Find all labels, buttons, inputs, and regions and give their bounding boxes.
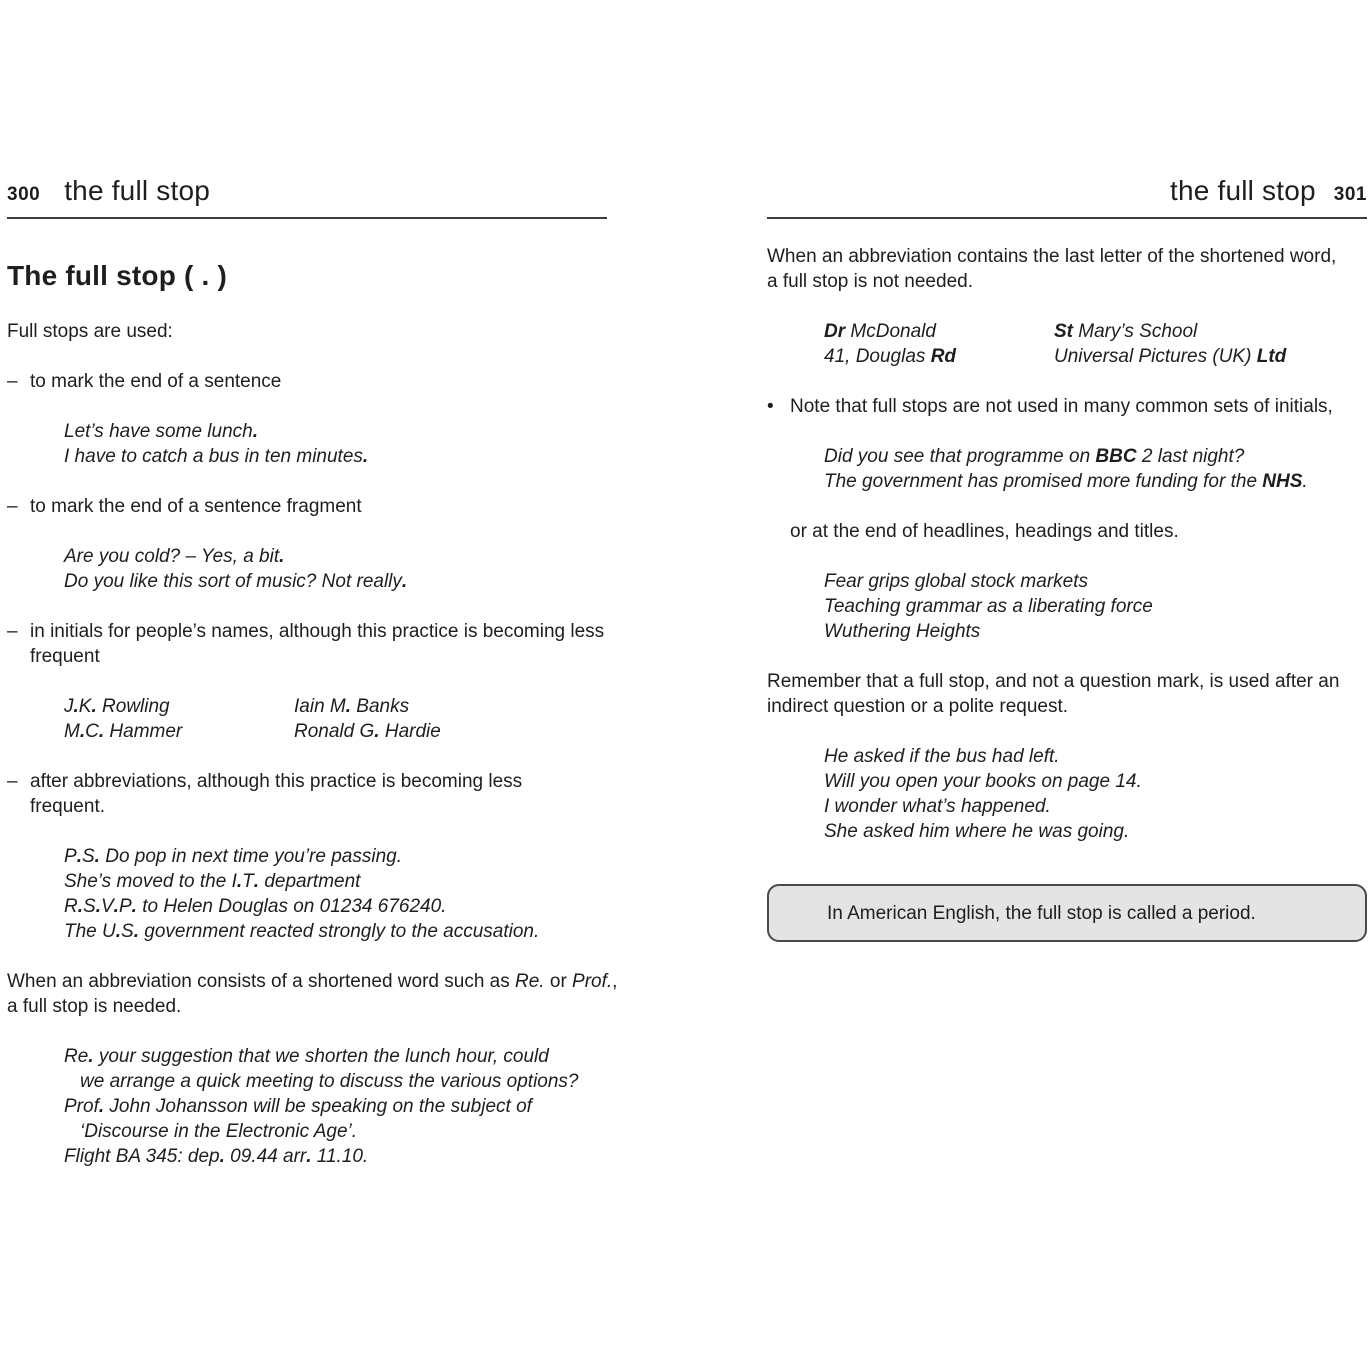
text-segment: to mark the end of a sentence fragment bbox=[30, 496, 362, 517]
text-line bbox=[790, 519, 1367, 544]
text-line bbox=[767, 694, 1367, 719]
text-segment: . bbox=[91, 696, 97, 717]
text-segment: . bbox=[79, 721, 86, 742]
text-segment: indirect question or a polite request. bbox=[767, 696, 1069, 717]
text-segment: . bbox=[115, 921, 122, 942]
example-block bbox=[7, 419, 607, 469]
text-segment: . bbox=[98, 1096, 105, 1117]
text-segment: St bbox=[1054, 321, 1073, 342]
text-segment: after abbreviations, although this practice is becoming less bbox=[30, 771, 523, 792]
text-segment: Re. bbox=[515, 971, 545, 992]
text-segment: She’s moved to the I bbox=[64, 871, 237, 892]
text-segment: Did you see that programme on bbox=[824, 446, 1096, 467]
text-segment: Do you like this sort of music? Not really bbox=[64, 571, 402, 592]
example-row bbox=[64, 719, 607, 744]
text-segment: NHS bbox=[1262, 471, 1303, 492]
left-content-blocks bbox=[7, 369, 618, 1169]
dash-marker: – bbox=[7, 496, 18, 517]
example-line bbox=[64, 1044, 607, 1069]
text-segment: ‘Discourse in the Electronic Age’. bbox=[80, 1121, 358, 1142]
text-segment: I have to catch a bus in ten minutes bbox=[64, 446, 363, 467]
text-segment: 09.44 arr bbox=[224, 1146, 307, 1167]
text-segment: . bbox=[252, 421, 258, 442]
text-segment: , bbox=[612, 971, 618, 992]
right-running-head bbox=[767, 175, 1367, 219]
list-item-text bbox=[30, 494, 607, 519]
text-segment: . bbox=[1302, 471, 1308, 492]
left-page-number: 300 bbox=[7, 184, 41, 205]
example-line bbox=[64, 1119, 607, 1144]
text-segment: J bbox=[64, 696, 74, 717]
text-segment: . bbox=[76, 846, 82, 867]
text-segment: Ltd bbox=[1256, 346, 1287, 367]
example-block bbox=[767, 444, 1367, 494]
text-segment: or at the end of headlines, headings and titles. bbox=[790, 521, 1179, 542]
text-segment: Re bbox=[64, 1046, 89, 1067]
bullet-marker: • bbox=[767, 396, 774, 417]
example-col-left bbox=[64, 694, 294, 719]
text-segment: Rowling bbox=[96, 696, 170, 717]
example-line bbox=[824, 469, 1367, 494]
text-segment: Will you open your books on page 14. bbox=[824, 771, 1142, 792]
example-line bbox=[64, 1144, 607, 1169]
text-segment: T bbox=[242, 871, 254, 892]
text-segment: P bbox=[64, 846, 77, 867]
right-page-number: 301 bbox=[1333, 184, 1367, 205]
example-line bbox=[824, 794, 1367, 819]
right-running-head-title: the full stop bbox=[1169, 175, 1316, 206]
right-page bbox=[767, 175, 1367, 942]
example-line bbox=[824, 569, 1367, 594]
text-segment: 41, Douglas bbox=[824, 346, 931, 367]
text-segment: Ronald G bbox=[294, 721, 375, 742]
text-segment: Universal Pictures (UK) bbox=[1054, 346, 1257, 367]
text-segment: The government has promised more funding for the bbox=[824, 471, 1263, 492]
text-segment: frequent bbox=[30, 646, 100, 667]
text-segment: 2 last night? bbox=[1136, 446, 1245, 467]
example-block bbox=[7, 1044, 607, 1169]
text-line bbox=[30, 644, 607, 669]
text-segment: . bbox=[94, 846, 100, 867]
left-page bbox=[7, 175, 618, 1169]
text-line bbox=[30, 494, 607, 519]
text-segment: V bbox=[100, 896, 114, 917]
text-segment: Flight BA 345: dep bbox=[64, 1146, 220, 1167]
text-segment: S bbox=[83, 896, 96, 917]
example-row bbox=[64, 694, 607, 719]
text-segment: M bbox=[64, 721, 80, 742]
example-row bbox=[824, 344, 1367, 369]
example-line bbox=[64, 569, 607, 594]
example-line bbox=[64, 419, 607, 444]
text-segment: Dr bbox=[824, 321, 846, 342]
text-segment: I wonder what’s happened. bbox=[824, 796, 1051, 817]
text-segment: Are you cold? – Yes, a bit bbox=[64, 546, 280, 567]
text-segment: your suggestion that we shorten the lunch hour, could bbox=[93, 1046, 549, 1067]
text-line bbox=[30, 794, 607, 819]
text-segment: government reacted strongly to the accusation. bbox=[139, 921, 540, 942]
text-segment: . bbox=[77, 896, 84, 917]
text-segment: . bbox=[362, 446, 369, 467]
text-line bbox=[7, 969, 618, 994]
text-segment: Hardie bbox=[379, 721, 441, 742]
example-line bbox=[824, 769, 1367, 794]
example-line bbox=[64, 894, 607, 919]
example-col-right bbox=[294, 721, 441, 742]
example-columns bbox=[767, 319, 1367, 369]
example-line bbox=[64, 544, 607, 569]
example-line bbox=[824, 594, 1367, 619]
text-segment: Teaching grammar as a liberating force bbox=[824, 596, 1153, 617]
section-heading: The full stop ( . ) bbox=[7, 260, 227, 291]
note-box-text: In American English, the full stop is called a period. bbox=[827, 902, 1256, 924]
text-line bbox=[7, 994, 607, 1019]
example-line bbox=[64, 869, 607, 894]
text-segment: . bbox=[236, 871, 243, 892]
text-segment: Banks bbox=[351, 696, 410, 717]
text-line bbox=[767, 669, 1367, 694]
example-line bbox=[64, 444, 607, 469]
bullet-list-item bbox=[767, 394, 1367, 419]
text-segment: When an abbreviation contains the last letter of the shortened word, bbox=[767, 246, 1337, 267]
text-segment: John Johansson will be speaking on the subject of bbox=[104, 1096, 532, 1117]
text-segment: in initials for people’s names, although this practice is becoming less bbox=[30, 621, 605, 642]
list-item-text bbox=[30, 619, 607, 669]
text-segment: S bbox=[121, 921, 134, 942]
text-segment: a full stop is needed. bbox=[7, 996, 182, 1017]
example-line bbox=[824, 444, 1367, 469]
dash-list-item bbox=[7, 369, 607, 394]
example-line bbox=[64, 919, 607, 944]
text-segment: . bbox=[113, 896, 119, 917]
list-item-text bbox=[30, 369, 607, 394]
text-segment: Remember that a full stop, and not a question mark, is used after an bbox=[767, 671, 1340, 692]
text-segment: . bbox=[133, 921, 139, 942]
text-segment: C bbox=[85, 721, 99, 742]
left-running-head-title: the full stop bbox=[64, 175, 211, 206]
example-col-right bbox=[294, 696, 409, 717]
text-segment: When an abbreviation consists of a shortened word such as bbox=[7, 971, 516, 992]
dash-list-item bbox=[7, 494, 607, 519]
example-line bbox=[64, 844, 607, 869]
text-segment: Rd bbox=[930, 346, 957, 367]
dash-list-item bbox=[7, 619, 607, 669]
text-segment: Fear grips global stock markets bbox=[824, 571, 1088, 592]
text-segment: Mary’s School bbox=[1073, 321, 1198, 342]
example-block bbox=[7, 544, 607, 594]
note-box bbox=[767, 884, 1367, 942]
text-segment: frequent. bbox=[30, 796, 105, 817]
text-line bbox=[790, 394, 1367, 419]
text-segment: BBC bbox=[1095, 446, 1137, 467]
example-col-left bbox=[824, 344, 1054, 369]
dash-marker: – bbox=[7, 371, 18, 392]
text-segment: R bbox=[64, 896, 78, 917]
example-col-right bbox=[1054, 346, 1286, 367]
body-paragraph bbox=[767, 244, 1367, 294]
dash-marker: – bbox=[7, 621, 18, 642]
text-segment: Iain M bbox=[294, 696, 346, 717]
example-col-left bbox=[824, 319, 1054, 344]
intro-line: Full stops are used: bbox=[7, 321, 173, 342]
text-segment: department bbox=[259, 871, 361, 892]
text-segment: Let’s have some lunch bbox=[64, 421, 253, 442]
left-running-head bbox=[7, 175, 607, 219]
text-segment: . bbox=[98, 721, 105, 742]
text-line bbox=[30, 619, 607, 644]
example-row bbox=[824, 319, 1367, 344]
text-segment: . bbox=[95, 896, 101, 917]
body-paragraph bbox=[767, 669, 1367, 719]
text-line bbox=[767, 244, 1367, 269]
text-segment: The U bbox=[64, 921, 116, 942]
text-segment: Prof. bbox=[572, 971, 613, 992]
text-segment: Wuthering Heights bbox=[824, 621, 981, 642]
text-segment: . bbox=[88, 1046, 94, 1067]
example-line bbox=[824, 619, 1367, 644]
text-segment: . bbox=[73, 696, 79, 717]
text-segment: S bbox=[81, 846, 95, 867]
right-content-blocks bbox=[767, 244, 1367, 844]
example-columns bbox=[7, 694, 607, 744]
body-paragraph bbox=[7, 969, 618, 1019]
text-line bbox=[767, 269, 1367, 294]
text-segment: Do pop in next time you’re passing. bbox=[99, 846, 402, 867]
body-paragraph bbox=[767, 519, 1367, 544]
text-segment: . bbox=[345, 696, 352, 717]
text-segment: P bbox=[118, 896, 132, 917]
text-segment: a full stop is not needed. bbox=[767, 271, 973, 292]
dash-list-item bbox=[7, 769, 607, 819]
text-segment: Note that full stops are not used in many common sets of initials, bbox=[790, 396, 1333, 417]
dash-marker: – bbox=[7, 771, 18, 792]
text-segment: Hammer bbox=[104, 721, 183, 742]
example-block bbox=[767, 744, 1367, 844]
example-block bbox=[7, 844, 607, 944]
text-segment: McDonald bbox=[845, 321, 936, 342]
text-segment: 11.10. bbox=[311, 1146, 369, 1167]
example-line bbox=[824, 744, 1367, 769]
text-segment: He asked if the bus had left. bbox=[824, 746, 1060, 767]
text-segment: . bbox=[306, 1146, 312, 1167]
example-line bbox=[64, 1069, 607, 1094]
text-segment: . bbox=[401, 571, 408, 592]
text-segment: to Helen Douglas on 01234 676240. bbox=[136, 896, 447, 917]
example-col-left bbox=[64, 719, 294, 744]
text-segment: . bbox=[374, 721, 380, 742]
text-segment: or bbox=[544, 971, 573, 992]
text-line bbox=[30, 369, 607, 394]
example-line bbox=[64, 1094, 607, 1119]
text-segment: . bbox=[253, 871, 260, 892]
text-segment: . bbox=[219, 1146, 225, 1167]
text-segment: . bbox=[279, 546, 285, 567]
example-col-right bbox=[1054, 321, 1197, 342]
example-block bbox=[767, 569, 1367, 644]
text-line bbox=[30, 769, 607, 794]
text-segment: K bbox=[78, 696, 92, 717]
example-line bbox=[824, 819, 1367, 844]
text-segment: . bbox=[131, 896, 137, 917]
list-item-text bbox=[30, 769, 607, 819]
text-segment: She asked him where he was going. bbox=[824, 821, 1130, 842]
text-segment: to mark the end of a sentence bbox=[30, 371, 282, 392]
text-segment: we arrange a quick meeting to discuss the various options? bbox=[80, 1071, 579, 1092]
text-segment: Prof bbox=[64, 1096, 99, 1117]
list-item-text bbox=[790, 394, 1367, 419]
